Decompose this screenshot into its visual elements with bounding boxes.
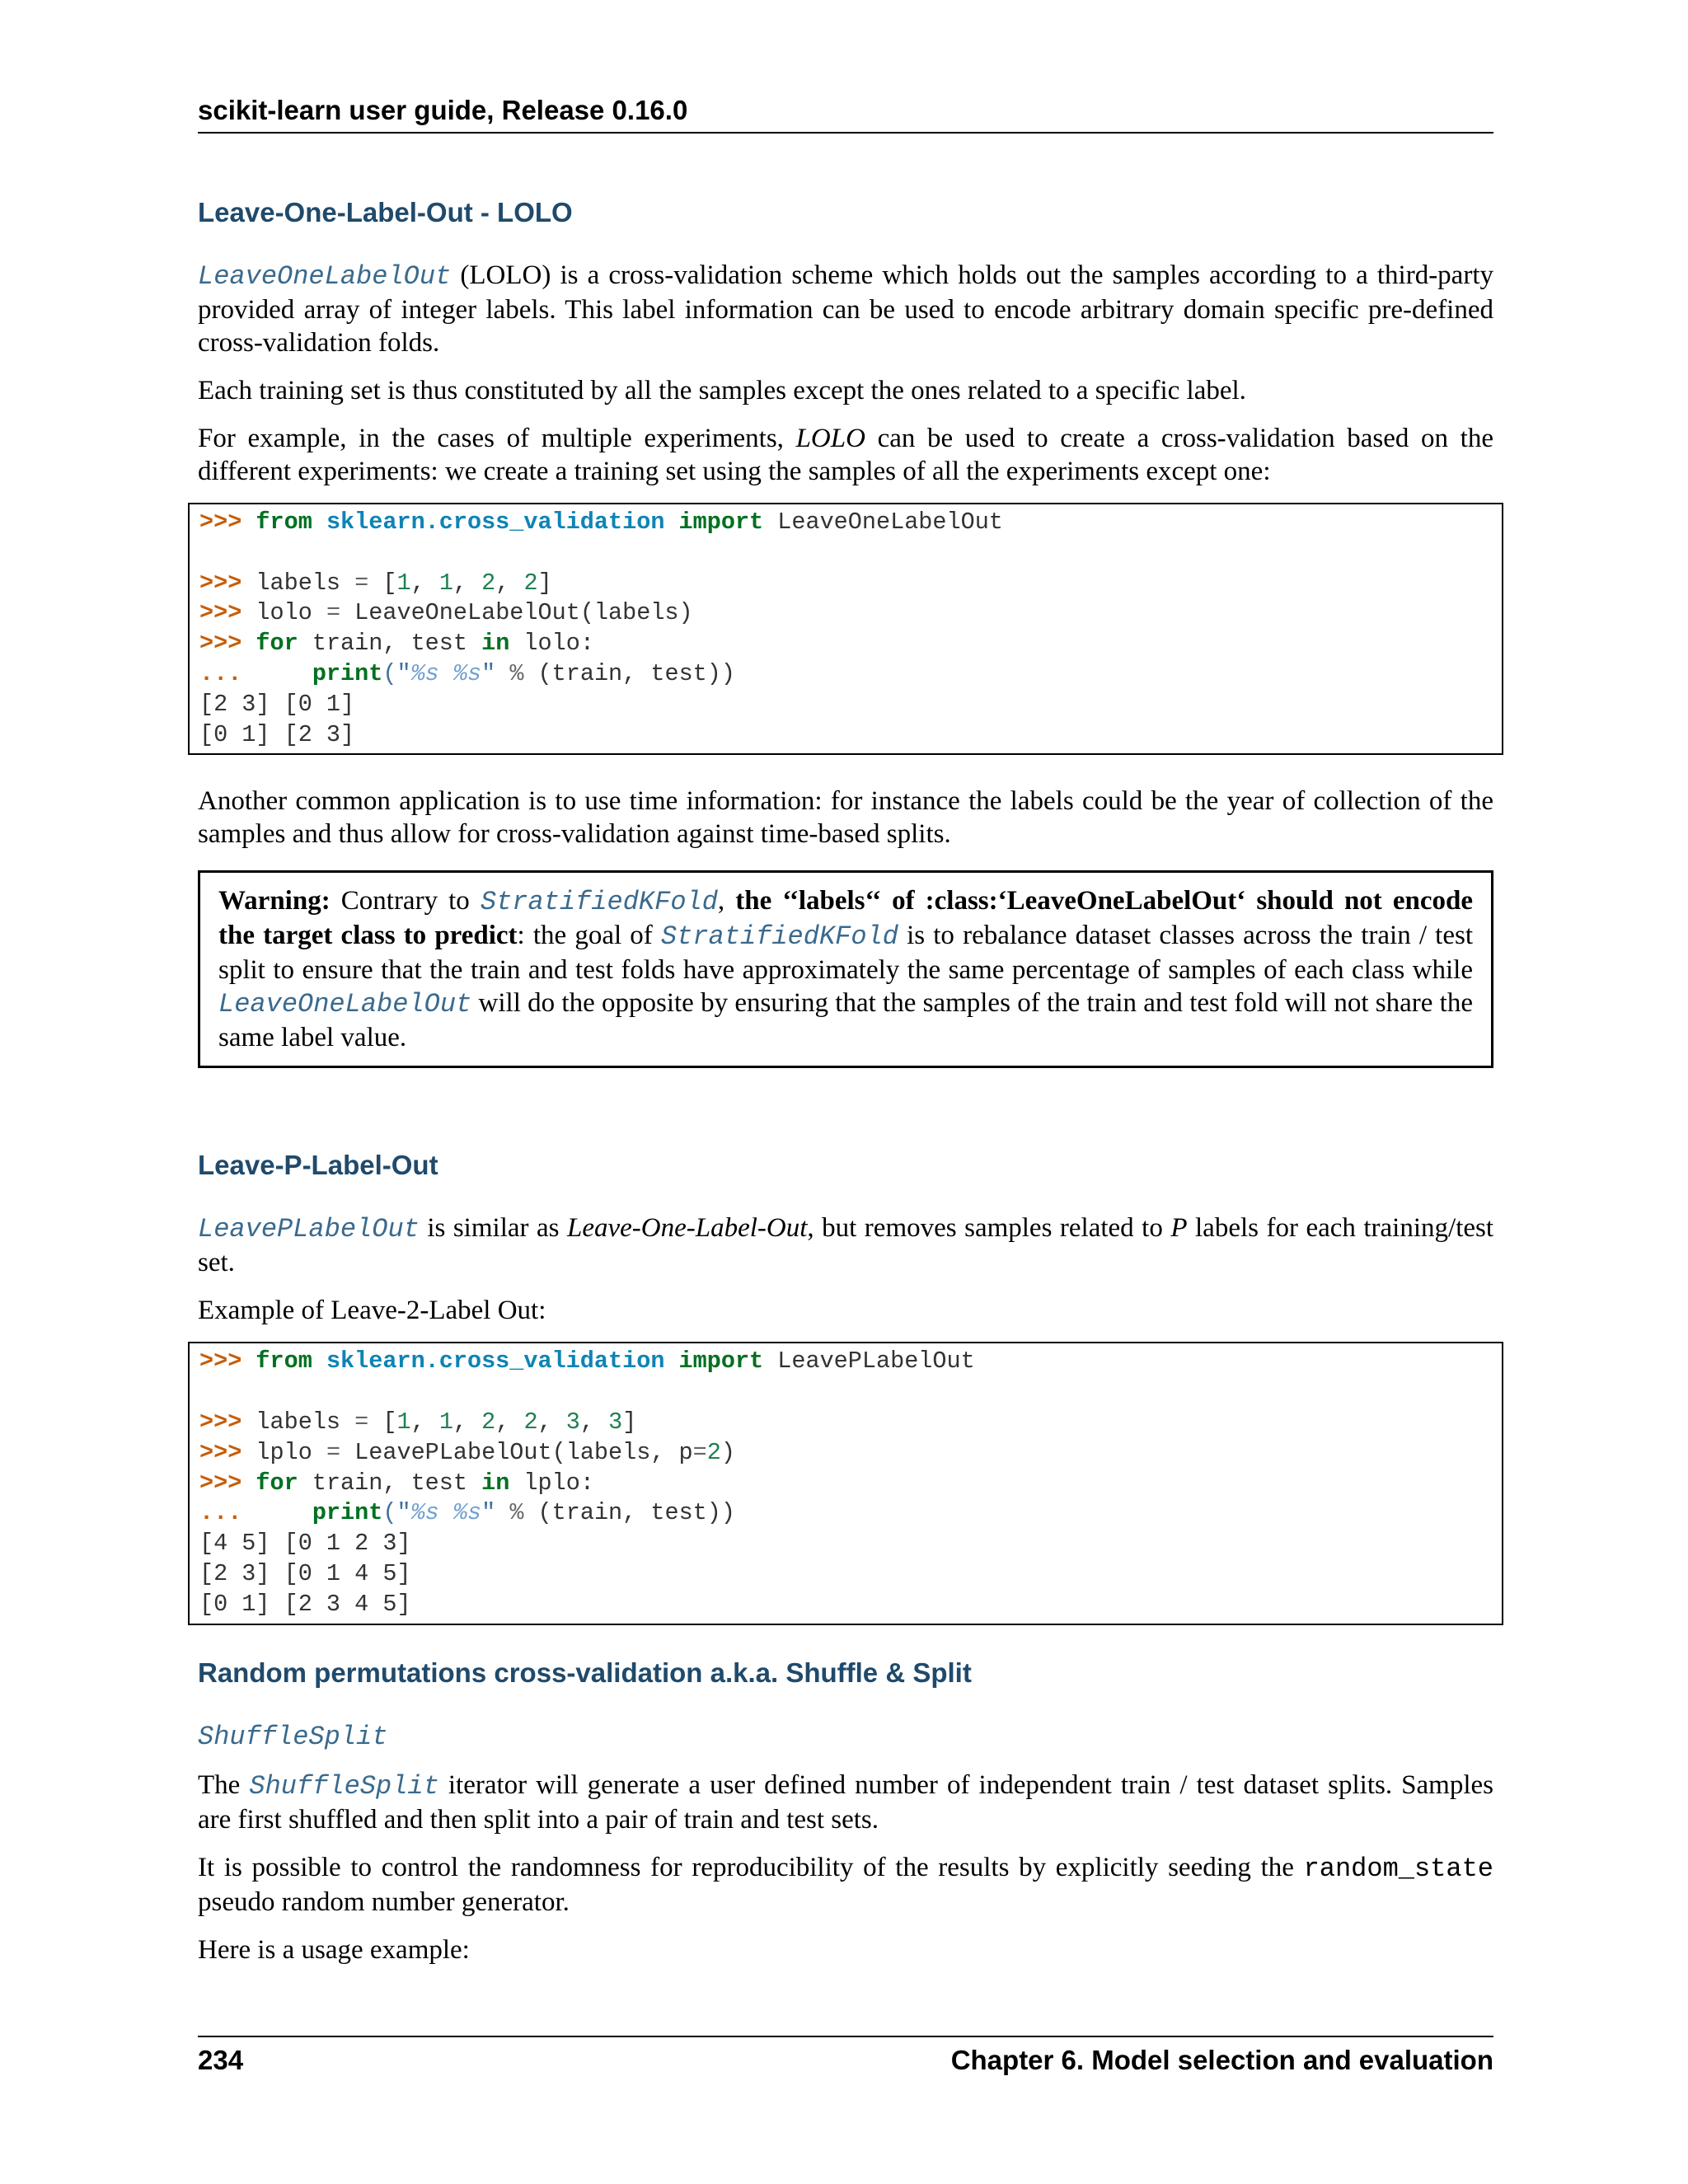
code-output-line: [2 3] [0 1 4 5] bbox=[199, 1559, 411, 1587]
code-output-line: [0 1] [2 3 4 5] bbox=[199, 1590, 411, 1618]
module-name: sklearn.cross_validation bbox=[326, 1347, 665, 1376]
code-output-line: [0 1] [2 3] bbox=[199, 720, 355, 748]
code-line bbox=[199, 629, 1492, 659]
format-spec: %s bbox=[452, 1499, 482, 1527]
call-args: (train, test)) bbox=[537, 659, 735, 687]
link-leaveplabelout[interactable]: LeavePLabelOut bbox=[198, 1214, 420, 1245]
code-line: >>> labels = [1, 1, 2, 2] bbox=[199, 569, 552, 597]
format-spec: %s bbox=[410, 1499, 439, 1527]
call: LeaveOneLabelOut(labels) bbox=[354, 599, 693, 627]
shuffle-ref-line bbox=[198, 1719, 1493, 1754]
link-leaveonelabelout[interactable]: LeaveOneLabelOut bbox=[198, 261, 452, 292]
keyword: for bbox=[256, 630, 298, 658]
keyword: for bbox=[256, 1469, 298, 1497]
code-line: >>> labels = [1, 1, 2, 2, 3, 3] bbox=[199, 1408, 637, 1436]
prompt: >>> bbox=[199, 1438, 242, 1466]
string: " bbox=[481, 659, 496, 687]
lplo-paragraph-2: Example of Leave-2-Label Out: bbox=[198, 1296, 546, 1326]
prompt: >>> bbox=[199, 1408, 242, 1436]
operator: = bbox=[354, 569, 369, 597]
bold-text: the ‘‘labels‘‘ of :class:‘LeaveOneLabelOut‘ should not encode the target class to predict bbox=[218, 886, 1473, 951]
operator: = bbox=[692, 1438, 707, 1466]
identifier: lolo: bbox=[523, 630, 594, 658]
number: 2 bbox=[523, 569, 538, 597]
text: The bbox=[198, 1769, 250, 1800]
lolo-paragraph-2: Each training set is thus constituted by all the samples except the ones related to a specific label. bbox=[198, 376, 1246, 405]
keyword: in bbox=[481, 1469, 510, 1497]
keyword: from bbox=[256, 509, 312, 536]
number: 2 bbox=[523, 1408, 538, 1436]
code-line bbox=[199, 1498, 1492, 1529]
text: will do the opposite by ensuring that the samples of the train and test fold will not share the same label value. bbox=[218, 988, 1473, 1053]
number: 2 bbox=[481, 1408, 496, 1436]
number: 3 bbox=[608, 1408, 623, 1436]
number: 2 bbox=[481, 569, 496, 597]
code-output-line: [4 5] [0 1 2 3] bbox=[199, 1530, 411, 1558]
text: : the goal of bbox=[517, 921, 661, 951]
string: " bbox=[481, 1499, 496, 1527]
header-title: scikit-learn user guide, Release 0.16.0 bbox=[198, 95, 688, 125]
emphasis: Leave-One-Label-Out bbox=[566, 1213, 808, 1244]
prompt: >>> bbox=[199, 509, 242, 536]
operator: % bbox=[509, 1499, 524, 1527]
number: 3 bbox=[565, 1408, 580, 1436]
text: (LOLO) is a cross-validation scheme which holds out the samples according to a third-party provided array of integer labels. This label information can be used to encode arbitrary domain specific pre-defined cross-validation folds. bbox=[198, 260, 1493, 358]
lolo-paragraph-1 bbox=[198, 259, 1493, 359]
number: 2 bbox=[706, 1438, 721, 1466]
code-line-blank bbox=[199, 1377, 1492, 1408]
inline-code: random_state bbox=[1303, 1853, 1493, 1884]
prompt: ... bbox=[199, 1499, 242, 1527]
text: For example, in the cases of multiple experiments, bbox=[198, 424, 796, 453]
number: 1 bbox=[396, 1408, 411, 1436]
punct: ] bbox=[622, 1408, 637, 1436]
text: labels for each training/test set. bbox=[198, 1213, 1494, 1278]
format-spec: %s bbox=[452, 659, 482, 687]
identifier: lplo bbox=[256, 1438, 312, 1466]
lolo-paragraph-4: Another common application is to use time information: for instance the labels could be the year of collection of the samples and thus allow for cross-validation against time-based splits. bbox=[198, 786, 1493, 850]
section-heading-lplo: Leave-P-Label-Out bbox=[198, 1150, 438, 1181]
code-line bbox=[199, 1347, 1492, 1377]
code-line bbox=[199, 508, 1492, 538]
keyword: from bbox=[256, 1347, 312, 1376]
keyword: import bbox=[678, 1347, 764, 1376]
number: 1 bbox=[396, 569, 411, 597]
lplo-paragraph-1 bbox=[198, 1212, 1493, 1279]
prompt: >>> bbox=[199, 599, 242, 627]
text: can be used to create a cross-validation based on the different experiments: we create a training set using the samples of all the experiments except one: bbox=[198, 424, 1493, 486]
identifier: LeavePLabelOut bbox=[777, 1347, 975, 1376]
identifier: train, test bbox=[312, 630, 467, 658]
punct: ] bbox=[537, 569, 552, 597]
text: , but removes samples related to bbox=[807, 1213, 1171, 1244]
code-block-lolo bbox=[188, 503, 1503, 755]
page-content bbox=[198, 194, 1493, 1981]
text: It is possible to control the randomness for reproducibility of the results by explicitly seeding the bbox=[198, 1852, 1304, 1882]
prompt: >>> bbox=[199, 569, 242, 597]
text: iterator will generate a user defined number of independent train / test dataset splits. Samples are first shuffled and then split into a pair of train and test sets. bbox=[198, 1769, 1493, 1835]
format-spec: %s bbox=[410, 659, 439, 687]
running-footer bbox=[198, 2036, 1493, 2079]
section-lplo bbox=[198, 1147, 1493, 1624]
keyword: print bbox=[312, 659, 383, 687]
prompt: ... bbox=[199, 659, 242, 687]
section-heading-lolo: Leave-One-Label-Out - LOLO bbox=[198, 197, 573, 227]
operator: = bbox=[354, 1408, 369, 1436]
link-shufflesplit[interactable]: ShuffleSplit bbox=[198, 1721, 388, 1752]
number: 1 bbox=[438, 569, 453, 597]
identifier: lolo bbox=[256, 599, 312, 627]
warning-label: Warning: bbox=[218, 886, 331, 916]
identifier: LeaveOneLabelOut bbox=[777, 509, 1003, 536]
running-header bbox=[198, 92, 1493, 134]
string: (" bbox=[382, 659, 411, 687]
link-stratifiedkfold[interactable]: StratifiedKFold bbox=[480, 887, 718, 918]
warning-admonition bbox=[198, 870, 1493, 1068]
code-output-line: [2 3] [0 1] bbox=[199, 690, 355, 718]
shuffle-paragraph-3: Here is a usage example: bbox=[198, 1934, 470, 1965]
code-line bbox=[199, 598, 1492, 629]
punct: ) bbox=[720, 1438, 735, 1466]
section-heading-shuffle-split: Random permutations cross-validation a.k.a. Shuffle & Split bbox=[198, 1657, 972, 1688]
emphasis: LOLO bbox=[795, 424, 865, 453]
text: is to rebalance dataset classes across the train / test split to ensure that the train and test folds have approximately the same percentage of samples of each class while bbox=[218, 921, 1473, 986]
link-shufflesplit[interactable]: ShuffleSplit bbox=[249, 1770, 439, 1802]
lolo-paragraph-3 bbox=[198, 422, 1493, 488]
text: Contrary to bbox=[340, 886, 481, 916]
punct: [ bbox=[382, 1408, 397, 1436]
text: is similar as bbox=[419, 1213, 567, 1244]
link-stratifiedkfold[interactable]: StratifiedKFold bbox=[660, 921, 898, 953]
section-shuffle-split bbox=[198, 1655, 1493, 1966]
identifier: labels bbox=[256, 569, 341, 597]
keyword: in bbox=[481, 630, 510, 658]
string: (" bbox=[382, 1499, 411, 1527]
text: , bbox=[717, 886, 736, 916]
code-line bbox=[199, 1438, 1492, 1469]
shuffle-paragraph-1 bbox=[198, 1769, 1493, 1836]
text: pseudo random number generator. bbox=[198, 1886, 570, 1917]
prompt: >>> bbox=[199, 630, 242, 658]
keyword: print bbox=[312, 1499, 383, 1527]
number: 1 bbox=[438, 1408, 453, 1436]
code-line bbox=[199, 659, 1492, 690]
shuffle-paragraph-2 bbox=[198, 1851, 1493, 1919]
call-args: (train, test)) bbox=[537, 1499, 735, 1527]
call: LeavePLabelOut(labels, p bbox=[354, 1438, 693, 1466]
code-block-lplo bbox=[188, 1342, 1503, 1624]
chapter-title: Chapter 6. Model selection and evaluation bbox=[950, 2045, 1493, 2075]
punct: [ bbox=[382, 569, 397, 597]
operator: = bbox=[326, 1438, 341, 1466]
operator: % bbox=[509, 659, 524, 687]
module-name: sklearn.cross_validation bbox=[326, 509, 665, 536]
section-lolo bbox=[198, 194, 1493, 1068]
code-line bbox=[199, 1469, 1492, 1499]
page-number: 234 bbox=[198, 2045, 244, 2075]
warning-text bbox=[218, 884, 1473, 1054]
prompt: >>> bbox=[199, 1469, 242, 1497]
operator: = bbox=[326, 599, 341, 627]
prompt: >>> bbox=[199, 1347, 242, 1376]
identifier: train, test bbox=[312, 1469, 467, 1497]
math-variable: P bbox=[1170, 1213, 1188, 1244]
identifier: lplo: bbox=[523, 1469, 594, 1497]
code-line-blank bbox=[199, 538, 1492, 569]
keyword: import bbox=[678, 509, 764, 536]
identifier: labels bbox=[256, 1408, 341, 1436]
link-leaveonelabelout[interactable]: LeaveOneLabelOut bbox=[218, 989, 472, 1020]
